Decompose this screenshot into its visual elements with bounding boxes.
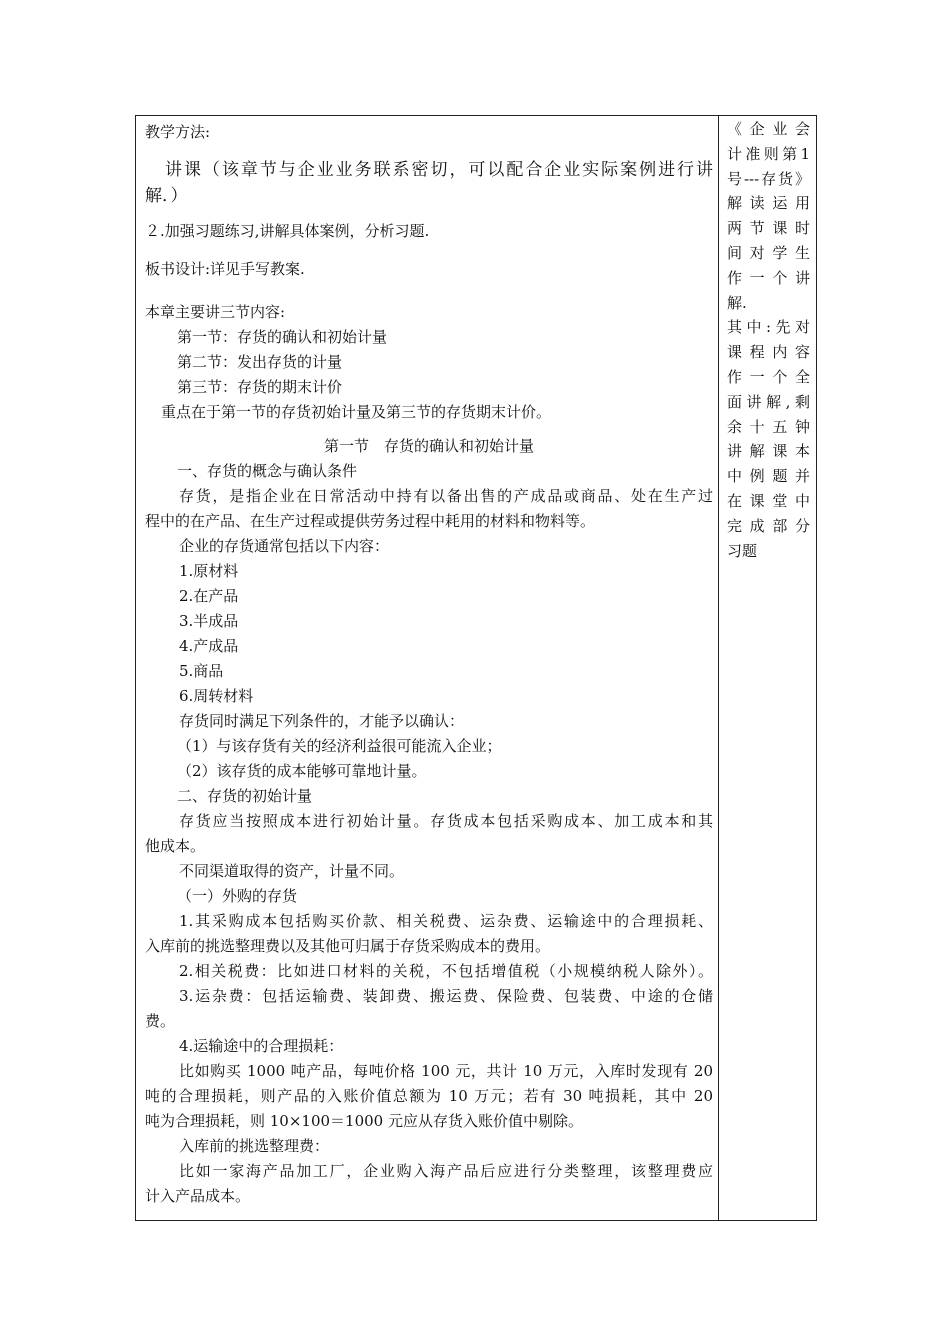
- side-note-line: 习题: [727, 541, 758, 560]
- example-line-1: 比如购买 1000 吨产品，每吨价格 100 元，共计 10 万元，入库时发现有 20: [179, 1062, 713, 1080]
- column-divider: [718, 115, 719, 1221]
- board-design: 板书设计:详见手写教案.: [145, 260, 305, 278]
- list-item: 6.周转材料: [179, 687, 254, 705]
- side-note-line: 计准则第1: [727, 144, 810, 163]
- example2-line-1: 比如一家海产品加工厂，企业购入海产品后应进行分类整理，该整理费应: [179, 1162, 713, 1180]
- side-note-line: 中例题并: [727, 467, 810, 486]
- example2-line-2: 计入产品成本。: [145, 1187, 251, 1205]
- list-item: 5.商品: [179, 662, 224, 680]
- point-1-line-2: 入库前的挑选整理费以及其他可归属于存货采购成本的费用。: [145, 937, 551, 955]
- initial-line-1: 存货应当按照成本进行初始计量。存货成本包括采购成本、加工成本和其: [179, 812, 713, 830]
- practice-line: ２.加强习题练习,讲解具体案例，分析习题.: [145, 222, 430, 240]
- initial-line-2: 他成本。: [145, 837, 206, 855]
- section-list-item: 第二节：发出存货的计量: [177, 353, 343, 371]
- point-3-line-2: 费。: [145, 1012, 176, 1030]
- method-label: 教学方法:: [145, 123, 211, 141]
- main-content: [145, 120, 713, 1209]
- example-line-2: 吨的合理损耗，则产品的入账价值总额为 10 万元；若有 30 吨损耗，其中 20: [145, 1087, 713, 1105]
- lecture-line-1: 讲课（该章节与企业业务联系密切，可以配合企业实际案例进行讲: [165, 160, 713, 180]
- section-title: 第一节 存货的确认和初始计量: [323, 437, 534, 455]
- section-list-item: 第三节：存货的期末计价: [177, 378, 343, 396]
- side-note-line: 在课堂中: [727, 491, 810, 510]
- side-note: [727, 117, 810, 563]
- side-note-line: 课程内容: [727, 343, 810, 362]
- condition-2: （2）该存货的成本能够可靠地计量。: [177, 762, 427, 780]
- side-note-line: 《企业会: [727, 120, 810, 138]
- list-item: 2.在产品: [179, 587, 239, 605]
- side-note-line: 号---存货》: [727, 169, 810, 188]
- definition-line-2: 程中的在产品、在生产过程或提供劳务过程中耗用的材料和物料等。: [145, 512, 596, 530]
- list-item: 4.产成品: [179, 637, 239, 655]
- side-note-line: 解.: [727, 293, 747, 312]
- heading-concept: 一、存货的概念与确认条件: [177, 462, 358, 480]
- point-2: 2.相关税费：比如进口材料的关税，不包括增值税（小规模纳税人除外）。: [179, 962, 713, 980]
- point-5: 入库前的挑选整理费：: [179, 1137, 330, 1155]
- heading-initial: 二、存货的初始计量: [177, 787, 313, 805]
- side-note-line: 余十五钟: [727, 417, 810, 436]
- point-3-line-1: 3.运杂费：包括运输费、装卸费、搬运费、保险费、包装费、中途的仓储: [179, 987, 713, 1005]
- side-note-line: 解读运用: [727, 194, 810, 213]
- focus-line: 重点在于第一节的存货初始计量及第三节的存货期末计价。: [161, 403, 552, 421]
- condition-1: （1）与该存货有关的经济利益很可能流入企业；: [177, 737, 502, 755]
- side-note-line: 间对学生: [727, 243, 810, 262]
- side-note-line: 作一个全: [727, 367, 810, 386]
- point-4: 4.运输途中的合理损耗：: [179, 1037, 344, 1055]
- side-note-line: 两节课时: [727, 219, 810, 238]
- channels-line: 不同渠道取得的资产，计量不同。: [179, 862, 405, 880]
- point-1-line-1: 1.其采购成本包括购买价款、相关税费、运杂费、运输途中的合理损耗、: [179, 912, 713, 930]
- side-note-line: 完成部分: [727, 516, 810, 535]
- side-note-line: 讲解课本: [727, 442, 810, 461]
- includes-line: 企业的存货通常包括以下内容：: [179, 537, 390, 555]
- chapter-intro: 本章主要讲三节内容:: [145, 303, 286, 321]
- list-item: 3.半成品: [179, 612, 239, 630]
- list-item: 1.原材料: [179, 562, 239, 580]
- conditions-intro: 存货同时满足下列条件的，才能予以确认：: [179, 712, 465, 730]
- side-note-line: 作一个讲: [727, 268, 810, 287]
- definition-line-1: 存货，是指企业在日常活动中持有以备出售的产成品或商品、处在生产过: [179, 487, 713, 505]
- lecture-line-2: 解．）: [145, 186, 188, 206]
- side-note-line: 面讲解,剩: [727, 392, 810, 411]
- example-line-3: 吨为合理损耗，则 10×100＝1000 元应从存货入账价值中剔除。: [145, 1112, 583, 1130]
- side-note-line: 其中:先对: [727, 318, 810, 337]
- sub-heading-purchased: （一）外购的存货: [177, 887, 298, 905]
- section-list-item: 第一节：存货的确认和初始计量: [177, 328, 388, 346]
